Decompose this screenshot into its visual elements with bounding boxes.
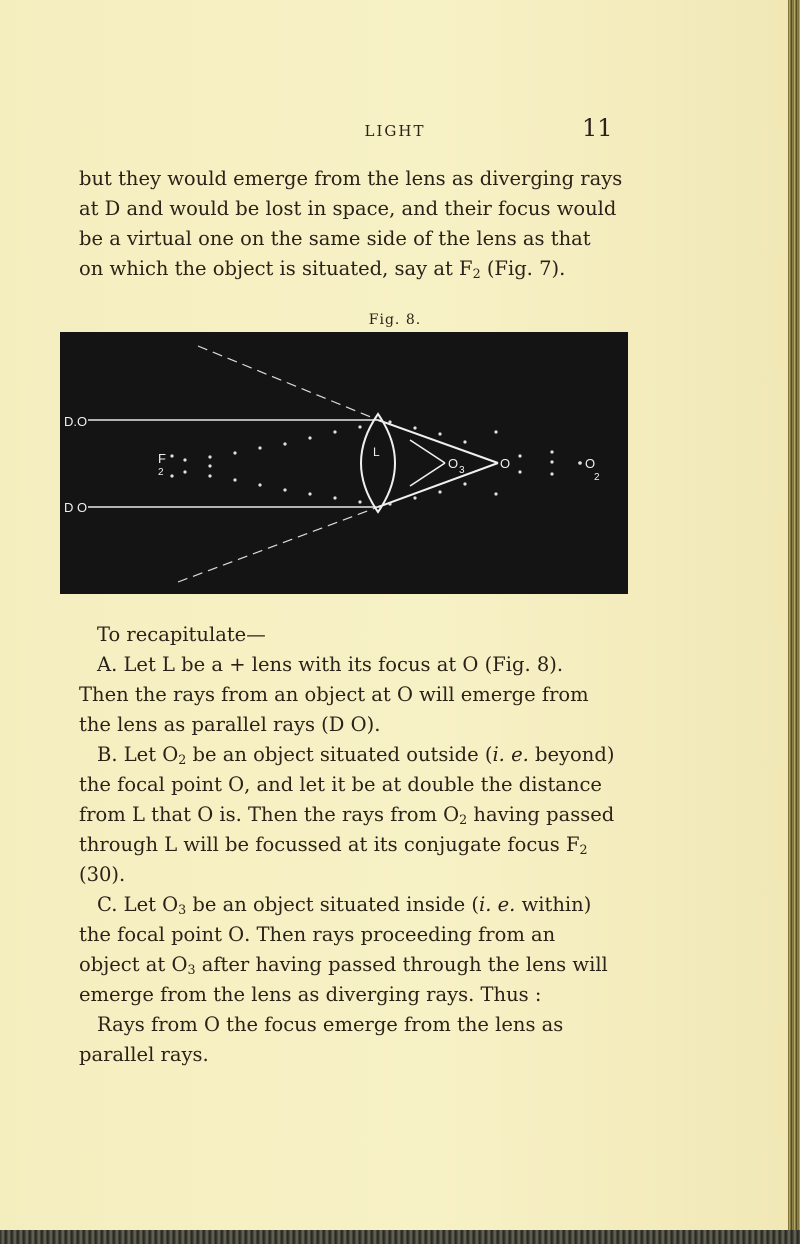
text-line: parallel rays. (79, 1043, 209, 1066)
page-stack-edge (788, 0, 800, 1244)
recapitulation-text (79, 620, 627, 1070)
text-line: on which the object is situated, say at $F_2$ (Fig. 7). (79, 257, 566, 282)
label-f-sub: 2 (158, 467, 164, 478)
label-o: O (500, 456, 511, 471)
text-line: C. Let $O_3$ be an object situated inside (i. e. within) (97, 893, 592, 918)
lens-ray-diagram-svg (60, 332, 628, 594)
text-line: at D and would be lost in space, and their focus would (79, 197, 617, 220)
text-line: the focal point O. Then rays proceeding from an (79, 923, 556, 946)
figure-caption: Fig. 8. (368, 312, 422, 328)
text-line: (30). (79, 863, 126, 886)
running-head: LIGHT (364, 122, 426, 140)
page-number: 11 (582, 114, 613, 142)
text-line: Then the rays from an object at O will emerge from (79, 683, 589, 706)
label-o2: O (585, 456, 596, 471)
label-lens: L (373, 445, 380, 459)
text-line: emerge from the lens as diverging rays. Thus : (79, 983, 542, 1006)
lens-ray-diagram (60, 332, 628, 594)
label-o3: O (448, 456, 459, 471)
label-o3-sub: 3 (459, 465, 465, 476)
text-line: A. Let L be a + lens with its focus at O (Fig. 8). (97, 653, 564, 676)
text-line: the focal point O, and let it be at double the distance (79, 773, 602, 796)
text-line: from L that O is. Then the rays from $O_2$ having passed (79, 803, 615, 828)
diagram-background (60, 332, 628, 594)
text-line: through L will be focussed at its conjugate focus $F_2$ (79, 833, 588, 858)
text-line: object at $O_3$ after having passed through the lens will (79, 953, 608, 978)
page-bottom-edge (0, 1230, 800, 1244)
label-do-bottom: D O (64, 500, 88, 515)
text-line: the lens as parallel rays (D O). (79, 713, 381, 736)
label-f: F (158, 451, 166, 466)
text-line: but they would emerge from the lens as diverging rays (79, 167, 623, 190)
text-line: be a virtual one on the same side of the lens as that (79, 227, 591, 250)
paragraph-intro (79, 164, 627, 284)
label-o2-sub: 2 (594, 472, 600, 483)
text-line: B. Let $O_2$ be an object situated outside (i. e. beyond) (97, 743, 615, 768)
label-do-top: D.O (64, 414, 88, 429)
recap-heading: To recapitulate— (97, 623, 266, 646)
text-line: Rays from O the focus emerge from the lens as (97, 1013, 564, 1036)
